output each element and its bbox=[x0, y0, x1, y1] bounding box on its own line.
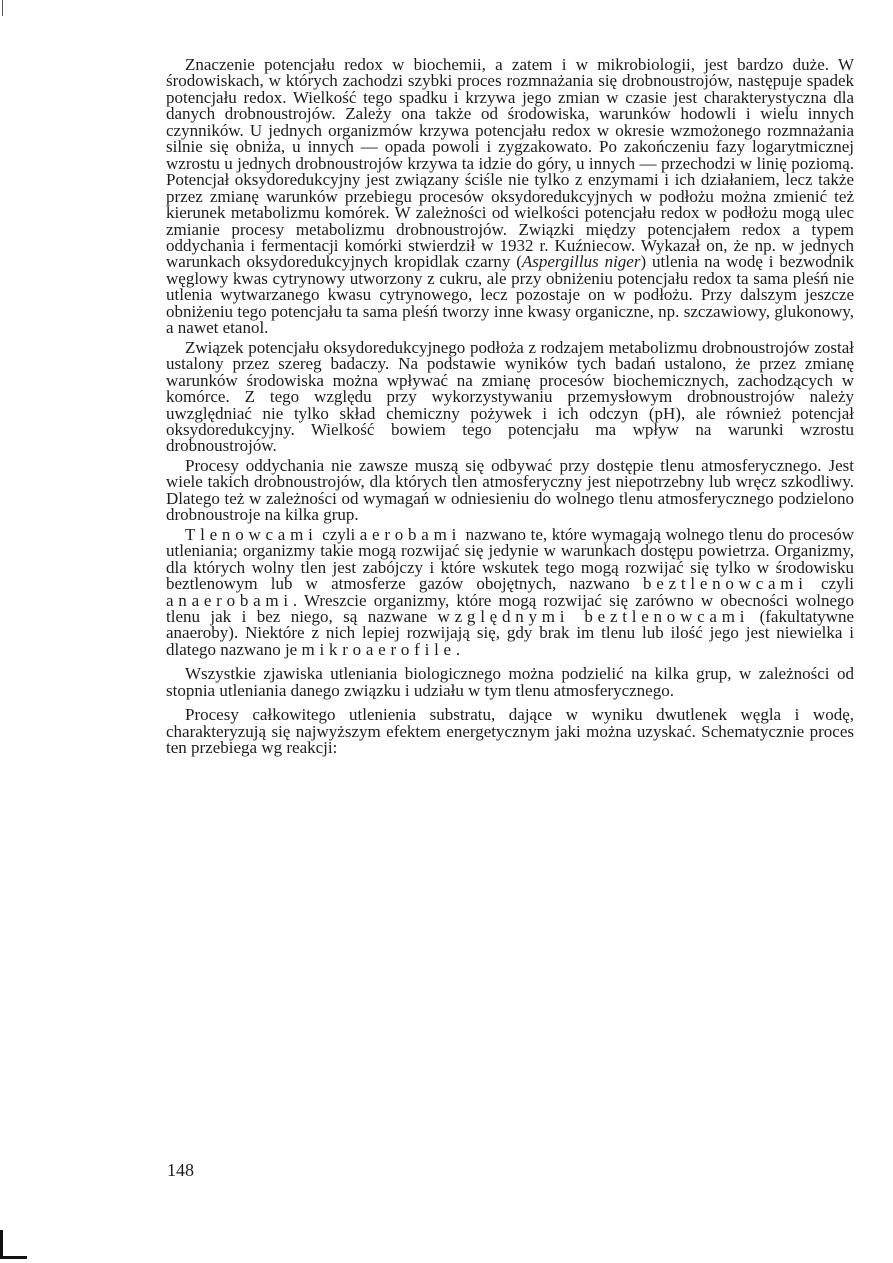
species-name: Aspergillus niger bbox=[521, 252, 641, 272]
paragraph-redox-significance bbox=[166, 57, 854, 337]
page-number: 148 bbox=[167, 1160, 194, 1180]
term-anaerobes: beztlenowcami bbox=[643, 574, 808, 594]
paragraph-text: Wszystkie zjawiska utleniania biologicznego można podzielić na kilka grup, w zależności od stopnia utleniania danego związku i udziału w tym tlenu atmosferycznego. bbox=[166, 664, 854, 700]
paragraph-complete-oxidation bbox=[166, 707, 854, 756]
connector-text: czyli bbox=[317, 524, 360, 544]
paragraph-respiration bbox=[166, 455, 854, 525]
term-aerobes: Tlenowcami bbox=[185, 524, 318, 544]
paragraph-end: . bbox=[455, 639, 461, 659]
term-relative-anaerobes: względnymi beztlenowcami bbox=[437, 606, 750, 626]
paragraph-text: Znaczenie potencjału redox w biochemii, a zatem i w mikrobiologii, jest bardzo duże. W środowiskach, w których zachodzi szybki proces rozmnażania się drobnoustrojów, następuje spadek potencjału redox. Wielkość tego spadku i krzywa jego zmian w czasie jest charakterystyczna dla danych drobnoustrojów. Zależy ona także od środowiska, warunków hodowli i wielu innych czynników. U jednych organizmów krzywa potencjału redox w okresie wzmożonego rozmnażania silnie się obniża, u innych — opada powoli i zygzakowato. Po zakończeniu fazy logarytmicznej wzrostu u jednych drobnoustrojów krzywa ta idzie do góry, u innych — przechodzi w linię poziomą. Potencjał oksydoredukcyjny jest związany ściśle nie tylko z enzymami i ich działaniem, lecz także przez zmianę warunków przebiegu procesów oksydoredukcyjnych w podłożu można zmienić też kierunek metabolizmu komórek. W zależności od wielkości potencjału redox w podłożu mogą ulec zmianie procesy metabolizmu drobnoustrojów. Związki między potencjałem redox a typem oddychania i fermentacji komórki stwierdził w 1932 r. Kuźniecow. Wykazał on, że np. w jednych warunkach oksydoredukcyjnych kropidlak czarny ( bbox=[166, 55, 854, 272]
scan-corner-mark-horizontal bbox=[0, 1256, 27, 1259]
paragraph-oxidation-groups bbox=[166, 666, 854, 699]
scan-corner-mark-vertical bbox=[0, 1230, 3, 1259]
connector-text: czyli bbox=[807, 574, 854, 594]
paragraph-redox-metabolism bbox=[166, 337, 854, 456]
paragraph-text: nazwano te, które wymagają wolnego tlenu do procesów utleniania; organizmy takie mogą rozwijać się jedynie w warunkach dostępu powietrza. Organizmy, dla których wolny tlen jest zabójczy i które wskutek tego mogą rozwijać się tylko w środowisku beztlenowym lub w atmosferze gazów obojętnych, nazwano bbox=[166, 524, 854, 594]
paragraph-text: (fakultatywne anaeroby). Niektóre z nich lepiej rozwijają się, gdy brak im tlenu lub ilość jego jest niewielka i dlatego nazwano je bbox=[166, 606, 855, 659]
paragraph-text: Procesy całkowitego utlenienia substratu, dające w wyniku dwutlenek węgla i wodę, charakteryzują się najwyższym efektem energetycznym jaki można uzyskać. Schematycznie proces ten przebiega wg reakcji: bbox=[166, 705, 854, 758]
paragraph-text: Związek potencjału oksydoredukcyjnego podłoża z rodzajem metabolizmu drobnoustrojów został ustalony przez szereg badaczy. Na podstawie wyników tych badań ustalono, że przez zmianę warunków środowiska można wpływać na zmianę procesów biochemicznych, zachodzących w komórce. Z tego względu przy wykorzystywaniu przemysłowym drobnoustrojów należy uwzględniać nie tylko skład chemiczny pożywek i ich odczyn (pH), ale również potencjał oksydoredukcyjny. Wielkość bowiem tego potencjału ma wpływ na warunki wzrostu drobnoustrojów. bbox=[166, 337, 854, 456]
body-text bbox=[166, 57, 854, 760]
paragraph-text: Procesy oddychania nie zawsze muszą się odbywać przy dostępie tlenu atmosferycznego. Jest wiele takich drobnoustrojów, dla których tlen atmosferyczny jest niepotrzebny lub wręcz szkodliwy. Dlatego też w zależności od wymagań w odniesieniu do wolnego tlenu atmosferycznego podzielono drobnoustroje na kilka grup. bbox=[166, 455, 854, 525]
term-anaerobes-alt: anaerobami bbox=[166, 590, 293, 610]
term-microaerophiles: mikroaerofile bbox=[301, 639, 456, 659]
paragraph-text: . Wreszcie organizmy, które mogą rozwijać się zarówno w obecności wolnego tlenu jak i bez niego, są nazwane bbox=[166, 590, 854, 626]
paragraph-text-continued: ) utlenia na wodę i bezwodnik węglowy kwas cytrynowy utworzony z cukru, ale przy obniżeniu potencjału redox ta sama pleśń nie utlenia wytwarzanego kwasu cytrynowego, lecz pozostaje on w podłożu. Przy dalszym jeszcze obniżeniu tego potencjału ta sama pleśń tworzy inne kwasy organiczne, np. szczawiowy, glukonowy, a nawet etanol. bbox=[166, 252, 855, 338]
paragraph-oxygen-groups bbox=[166, 524, 855, 659]
term-aerobes-alt: aerobami bbox=[359, 524, 462, 544]
scan-edge-mark bbox=[2, 0, 3, 16]
